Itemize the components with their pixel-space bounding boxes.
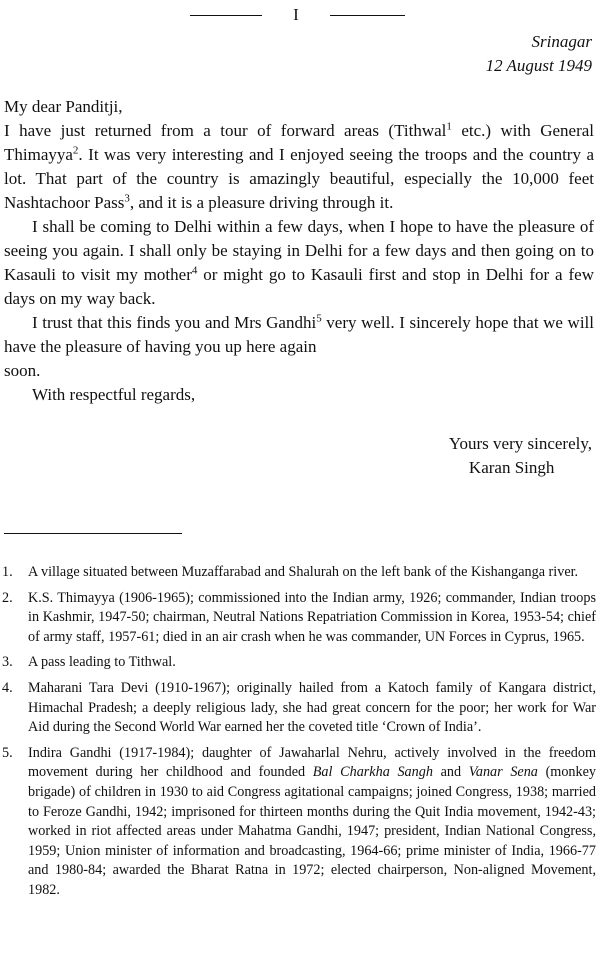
- regards-line: With respectful regards,: [32, 385, 196, 404]
- closing-line: Yours very sincerely,: [448, 434, 592, 453]
- paragraph-2-text-b: or might go to Kasauli first and stop in Delhi for a few days on my way back.: [4, 265, 594, 308]
- footnote-number: 1.: [2, 564, 13, 580]
- footnotes: [2, 563, 596, 907]
- footnote-ref-1: 1: [446, 120, 452, 133]
- footnote-text: Maharani Tara Devi (1910-1967); originally hailed from a Katoch family of Kangara district, Himachal Pradesh; a deeply religious lady, she had great concern for the poor; her work for War Aid during the Second World War earned her the coveted title ‘Crown of India’.: [28, 679, 596, 736]
- footnote-text: A pass leading to Tithwal.: [28, 654, 176, 671]
- paragraph-1-text-c: . It was very interesting and I enjoyed seeing the troops and the country a lot. That part of the country is amazingly beautiful, especially the 10,000 feet Nashtachoor Pass: [4, 145, 594, 212]
- paragraph-1-text-d: , and it is a pleasure driving through it.: [129, 193, 394, 212]
- salutation: My dear Panditji,: [4, 97, 123, 116]
- footnote-ref-3: 3: [124, 192, 130, 205]
- paragraph-1-text-a: I have just returned from a tour of forward areas (Tithwal: [4, 121, 447, 140]
- footnote-2: [2, 589, 596, 648]
- footnote-italic-vanar-sena: Vanar Sena: [468, 764, 538, 781]
- paragraph-3: [4, 311, 594, 359]
- footnote-ref-5: 5: [316, 312, 322, 325]
- footnote-number: 5.: [2, 744, 13, 761]
- footnote-1: [2, 563, 596, 583]
- header-rule-left: [190, 15, 262, 16]
- footnote-3: [2, 653, 596, 673]
- footnote-text-c: (monkey brigade) of children in 1930 to aid Congress agitational campaigns; joined Congress, 1938; married to Feroze Gandhi, 1942; imprisoned for thirteen months during the Quit India movement, 1942-43; worked in riot affected areas under Mahatma Gandhi, 1947; president, Indian National Congress, 1959; Union minister of information and broadcasting, 1964-66; prime minister of India, 1966-77 and 1980-84; awarded the Bharat Ratna in 1972; elected chairperson, Non-aligned Movement, 1982.: [28, 764, 597, 898]
- letter-date: 12 August 1949: [485, 56, 592, 75]
- place-date-block: [486, 30, 592, 78]
- footnote-number: 2.: [2, 589, 13, 606]
- footnote-4: [2, 679, 596, 738]
- footnote-text-a: Indira Gandhi (1917-1984); daughter of Jawaharlal Nehru, actively involved in the freedom movement during her childhood and founded: [28, 744, 596, 781]
- footnote-italic-bal-charkha-sangh: Bal Charkha Sangh: [312, 764, 433, 781]
- paragraph-1-text-b: etc.) with General Thimayya: [4, 121, 595, 164]
- header-rule-right: [330, 15, 405, 16]
- footnote-ref-2: 2: [72, 144, 79, 157]
- paragraph-2: [4, 215, 594, 311]
- footnote-text-b: and: [432, 764, 469, 781]
- closing-block: [449, 432, 592, 480]
- footnote-text: K.S. Thimayya (1906-1965); commissioned into the Indian army, 1926; commander, Indian troops in Kashmir, 1947-50; chairman, Neutral Nations Repatriation Commission in Korea, 1953-54; chief of army staff, 1957-61; died in an air crash when he was commander, UN Forces in Cyprus, 1965.: [28, 589, 596, 645]
- footnote-text: [28, 744, 596, 901]
- paragraph-3-text-b: very well. I sincerely hope that we will have the pleasure of having you up here again: [4, 313, 594, 356]
- paragraph-3-text-a: I trust that this finds you and Mrs Gandhi: [32, 313, 317, 332]
- letter-body: [4, 95, 594, 407]
- footnote-number: 4.: [2, 679, 13, 696]
- letter-place: Srinagar: [531, 32, 592, 51]
- signature: Karan Singh: [468, 458, 555, 477]
- footnote-5: [2, 744, 596, 901]
- footnote-number: 3.: [2, 654, 13, 671]
- paragraph-2-text-a: I shall be coming to Delhi within a few days, when I hope to have the pleasure of seeing you again. I shall only be staying in Delhi for a few days and then going on to Kasauli to visit my mother: [4, 217, 594, 284]
- footnote-divider: [4, 533, 182, 534]
- letter-number: I: [293, 5, 299, 24]
- footnote-text: A village situated between Muzaffarabad and Shalurah on the left bank of the Kishanganga river.: [28, 564, 579, 580]
- footnote-ref-4: 4: [191, 264, 198, 277]
- paragraph-1: [4, 119, 594, 215]
- paragraph-3-end: soon.: [4, 361, 41, 380]
- letter-header: [0, 4, 600, 26]
